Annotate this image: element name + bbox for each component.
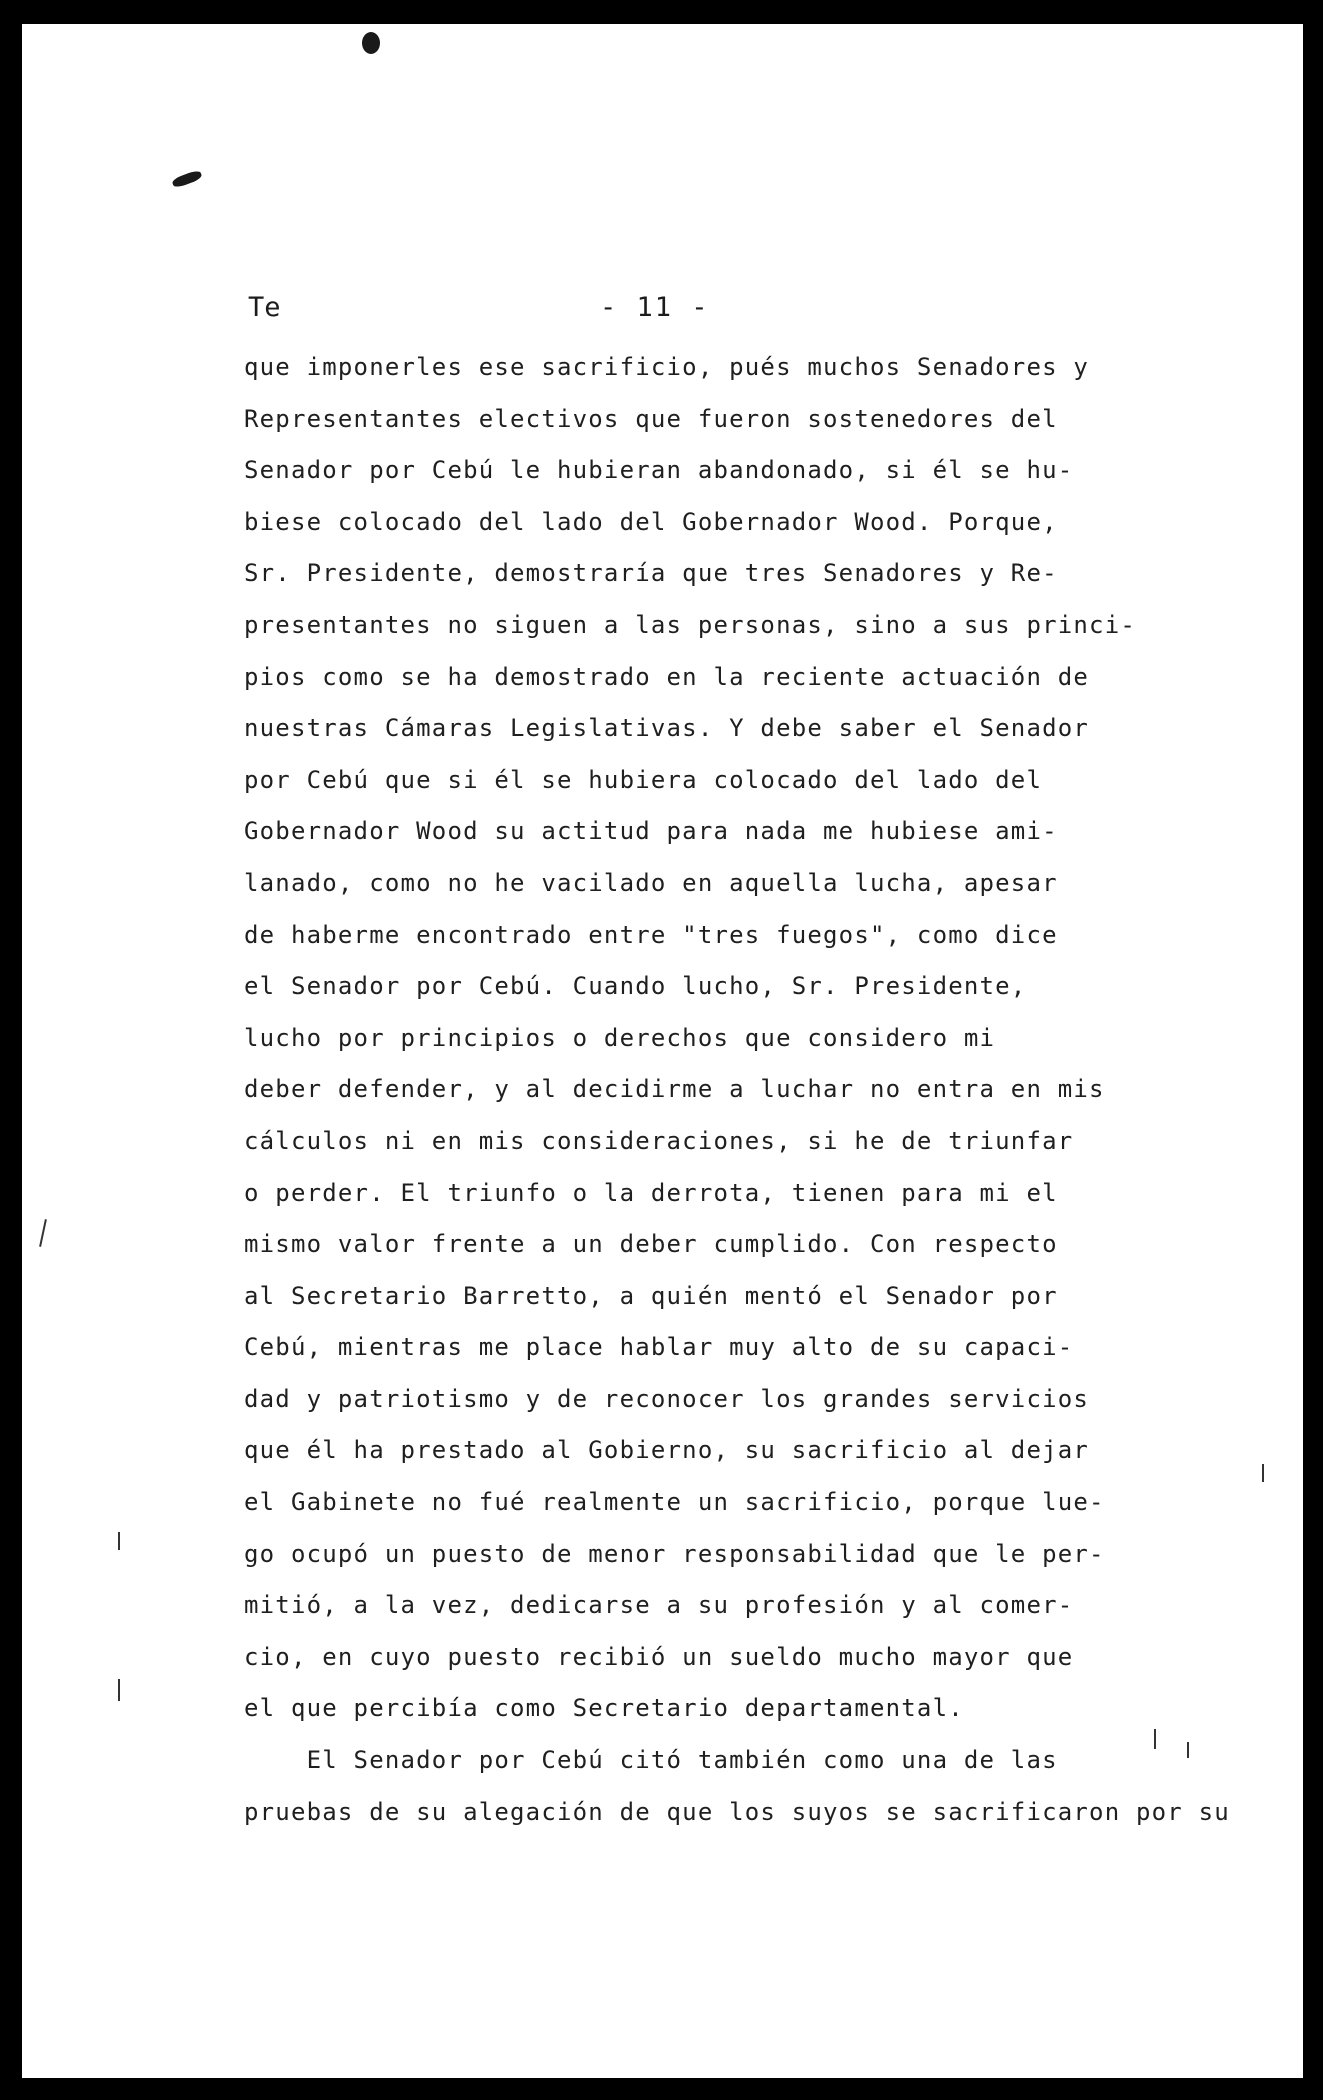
- text-line: Representantes electivos que fueron sostenedores del: [244, 404, 1058, 433]
- page-header: [22, 292, 1303, 332]
- page-number: - 11 -: [600, 292, 710, 323]
- text-line: Gobernador Wood su actitud para nada me hubiese ami-: [244, 817, 1058, 846]
- text-line: biese colocado del lado del Gobernador Wood. Porque,: [244, 507, 1058, 536]
- text-line: mitió, a la vez, dedicarse a su profesión y al comer-: [244, 1591, 1074, 1620]
- text-line: de haberme encontrado entre "tres fuegos", como dice: [244, 920, 1058, 949]
- page-marker: Te: [248, 292, 281, 323]
- ink-smudge: [171, 169, 203, 189]
- body-text: [244, 342, 1254, 1838]
- text-line: El Senador por Cebú citó también como una de las: [244, 1746, 1058, 1775]
- text-line: Sr. Presidente, demostraría que tres Senadores y Re-: [244, 559, 1058, 588]
- text-line: o perder. El triunfo o la derrota, tienen para mi el: [244, 1178, 1058, 1207]
- ink-blot-top: [362, 32, 380, 54]
- text-line: pios como se ha demostrado en la reciente actuación de: [244, 662, 1090, 691]
- text-line: dad y patriotismo y de reconocer los grandes servicios: [244, 1384, 1090, 1413]
- text-line: presentantes no siguen a las personas, sino a sus princi-: [244, 610, 1137, 639]
- margin-mark-right-1: [1262, 1464, 1264, 1482]
- text-line: lucho por principios o derechos que considero mi: [244, 1023, 996, 1052]
- text-line: Senador por Cebú le hubieran abandonado, si él se hu-: [244, 456, 1074, 485]
- text-line: mismo valor frente a un deber cumplido. Con respecto: [244, 1230, 1058, 1259]
- text-line: por Cebú que si él se hubiera colocado del lado del: [244, 765, 1043, 794]
- text-line: nuestras Cámaras Legislativas. Y debe saber el Senador: [244, 714, 1090, 743]
- text-line: cálculos ni en mis consideraciones, si he de triunfar: [244, 1126, 1074, 1155]
- text-line: deber defender, y al decidirme a luchar no entra en mis: [244, 1075, 1105, 1104]
- text-line: el que percibía como Secretario departamental.: [244, 1694, 964, 1723]
- text-line: go ocupó un puesto de menor responsabilidad que le per-: [244, 1539, 1105, 1568]
- text-line: Cebú, mientras me place hablar muy alto de su capaci-: [244, 1333, 1074, 1362]
- text-line: que él ha prestado al Gobierno, su sacrificio al dejar: [244, 1436, 1090, 1465]
- text-line: lanado, como no he vacilado en aquella lucha, apesar: [244, 868, 1058, 897]
- text-line: que imponerles ese sacrificio, pués muchos Senadores y: [244, 353, 1090, 381]
- margin-mark-left-1: [39, 1219, 47, 1247]
- text-line: pruebas de su alegación de que los suyos se sacrificaron por su: [244, 1797, 1230, 1826]
- margin-mark-left-3: [118, 1679, 120, 1701]
- text-line: el Senador por Cebú. Cuando lucho, Sr. Presidente,: [244, 972, 1027, 1001]
- text-line: al Secretario Barretto, a quién mentó el Senador por: [244, 1281, 1058, 1310]
- margin-mark-left-2: [118, 1532, 120, 1550]
- text-line: el Gabinete no fué realmente un sacrificio, porque lue-: [244, 1488, 1105, 1517]
- document-page: [22, 24, 1303, 2078]
- text-line: cio, en cuyo puesto recibió un sueldo mucho mayor que: [244, 1642, 1074, 1671]
